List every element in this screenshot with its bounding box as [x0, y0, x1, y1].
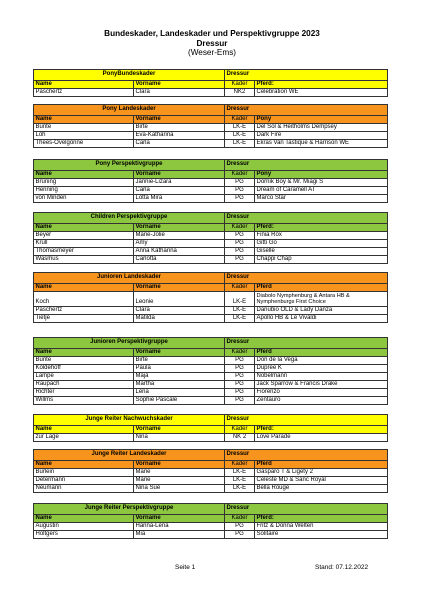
column-header-vorname: Vorname — [134, 223, 225, 231]
group-block — [33, 104, 387, 148]
cell-name: Thomasmeyer — [34, 247, 134, 255]
cell-pferd: Celeste MD & Sanc Royal — [255, 476, 388, 484]
table-row — [34, 178, 388, 186]
cell-name: Brüning — [34, 178, 134, 186]
table-row — [34, 396, 388, 404]
cell-vorname: Amy — [134, 239, 225, 247]
column-header-name: Name — [34, 283, 134, 291]
cell-kader: LK-E — [225, 123, 255, 131]
cell-vorname: Eva-Katharina — [134, 131, 225, 139]
cell-vorname: Carla — [134, 186, 225, 194]
column-header-name: Name — [34, 170, 134, 178]
cell-name: Bunte — [34, 123, 134, 131]
table-row — [34, 364, 388, 372]
cell-vorname: Anna Katharina — [134, 247, 225, 255]
cell-vorname: Lena — [134, 388, 225, 396]
group-title: Junge Reiter Landeskader — [34, 450, 225, 461]
cell-name: Raupach — [34, 380, 134, 388]
cell-pferd: Ekras Van Tastique & Harrison WE — [255, 139, 388, 147]
column-header-name: Name — [34, 514, 134, 522]
column-header-vorname: Vorname — [134, 80, 225, 88]
cell-vorname: Marie-Jolie — [134, 231, 225, 239]
group-title: Junioren Landeskader — [34, 273, 225, 284]
cell-pferd: Zentauro — [255, 396, 388, 404]
cell-pferd: Dupree K — [255, 364, 388, 372]
stand-date: Stand: 07.12.2022 — [315, 564, 369, 571]
cell-pferd: Del Sol & Heitholms Dempsey — [255, 123, 388, 131]
cell-name: Holtgers — [34, 530, 134, 538]
cell-name: Beyer — [34, 231, 134, 239]
group-discipline: Dressur — [225, 415, 388, 426]
group-block — [33, 503, 387, 539]
column-header-kader: Kader — [225, 283, 255, 291]
cell-kader: PG — [225, 186, 255, 194]
column-header-vorname: Vorname — [134, 348, 225, 356]
cell-vorname: Marie — [134, 468, 225, 476]
cell-pferd: Jack Sparrow & Francis Drake — [255, 380, 388, 388]
column-header-kader: Kader — [225, 425, 255, 433]
cell-pferd: Don de la Vega — [255, 356, 388, 364]
group-block — [33, 212, 387, 264]
table-row — [34, 433, 388, 441]
group-block — [33, 414, 387, 442]
cell-pferd: Dream of Caramell AT — [255, 186, 388, 194]
table-row — [34, 231, 388, 239]
cell-kader: PG — [225, 372, 255, 380]
group-discipline: Dressur — [225, 273, 388, 284]
group-table — [33, 212, 388, 264]
group-discipline: Dressur — [225, 160, 388, 171]
cell-vorname: Sophie Pascale — [134, 396, 225, 404]
cell-kader: PG — [225, 178, 255, 186]
column-header-pferd: Pferd: — [255, 223, 388, 231]
cell-vorname: Clara — [134, 88, 225, 96]
cell-pferd: Marco Star — [255, 194, 388, 202]
group-title: PonyBundeskader — [34, 70, 225, 81]
table-row — [34, 88, 388, 96]
cell-vorname: Carla — [134, 139, 225, 147]
column-header-vorname: Vorname — [134, 170, 225, 178]
group-table — [33, 449, 388, 493]
group-discipline: Dressur — [225, 105, 388, 116]
cell-pferd: Fiorenzo — [255, 388, 388, 396]
table-row — [34, 131, 388, 139]
cell-vorname: Mia — [134, 530, 225, 538]
cell-vorname: Marie — [134, 476, 225, 484]
group-discipline: Dressur — [225, 70, 388, 81]
cell-vorname: Leonie — [134, 291, 225, 306]
cell-name: Wasmus — [34, 255, 134, 263]
cell-pferd: Bella Rouge — [255, 484, 388, 492]
table-row — [34, 522, 388, 530]
cell-vorname: Lotta Mira — [134, 194, 225, 202]
group-table — [33, 414, 388, 442]
cell-kader: PG — [225, 239, 255, 247]
table-row — [34, 291, 388, 306]
column-header-kader: Kader — [225, 514, 255, 522]
cell-name: Lampe — [34, 372, 134, 380]
group-block — [33, 69, 387, 97]
cell-name: Richter — [34, 388, 134, 396]
column-header-vorname: Vorname — [134, 115, 225, 123]
column-header-name: Name — [34, 115, 134, 123]
cell-vorname: Carlotta — [134, 255, 225, 263]
cell-kader: NK2 — [225, 88, 255, 96]
cell-vorname: Nina — [134, 433, 225, 441]
column-header-pferd: Pferd: — [255, 514, 388, 522]
cell-kader: PG — [225, 356, 255, 364]
cell-kader: PG — [225, 522, 255, 530]
group-block — [33, 337, 387, 405]
cell-vorname: Matilda — [134, 314, 225, 322]
cell-pferd: Celebration WE — [255, 88, 388, 96]
cell-kader: PG — [225, 364, 255, 372]
column-header-kader: Kader — [225, 460, 255, 468]
group-table — [33, 503, 388, 539]
table-row — [34, 247, 388, 255]
column-header-kader: Kader — [225, 223, 255, 231]
column-header-pferd: Pferd — [255, 460, 388, 468]
cell-vorname: Paula — [134, 364, 225, 372]
table-row — [34, 194, 388, 202]
group-title: Pony Landeskader — [34, 105, 225, 116]
table-row — [34, 123, 388, 131]
group-block — [33, 449, 387, 493]
group-discipline: Dressur — [225, 338, 388, 349]
group-discipline: Dressur — [225, 450, 388, 461]
cell-pferd: Apollo HB & Le Vivaldi — [255, 314, 388, 322]
cell-pferd: Giselle — [255, 247, 388, 255]
cell-kader: PG — [225, 255, 255, 263]
group-discipline: Dressur — [225, 504, 388, 515]
cell-pferd: Dark Fire — [255, 131, 388, 139]
cell-name: von Minden — [34, 194, 134, 202]
cell-vorname: Hanna-Lena — [134, 522, 225, 530]
cell-name: Burlein — [34, 468, 134, 476]
document-title: Bundeskader, Landeskader und Perspektivgruppe 2023 — [104, 29, 320, 38]
group-table — [33, 69, 388, 97]
cell-kader: LK-E — [225, 484, 255, 492]
cell-kader: PG — [225, 247, 255, 255]
cell-name: zur Lage — [34, 433, 134, 441]
table-row — [34, 388, 388, 396]
group-title: Pony Perspektivgruppe — [34, 160, 225, 171]
cell-name: Bunte — [34, 356, 134, 364]
column-header-vorname: Vorname — [134, 514, 225, 522]
cell-kader: LK-E — [225, 131, 255, 139]
column-header-name: Name — [34, 223, 134, 231]
cell-name: Koch — [34, 291, 134, 306]
document-discipline: Dressur — [196, 39, 228, 48]
cell-name: Augustin — [34, 522, 134, 530]
cell-kader: PG — [225, 194, 255, 202]
table-row — [34, 372, 388, 380]
cell-vorname: Martha — [134, 380, 225, 388]
table-row — [34, 306, 388, 314]
group-block — [33, 159, 387, 203]
column-header-kader: Kader — [225, 170, 255, 178]
cell-kader: LK-E — [225, 314, 255, 322]
column-header-name: Name — [34, 80, 134, 88]
column-header-name: Name — [34, 348, 134, 356]
cell-name: Koldehoff — [34, 364, 134, 372]
table-row — [34, 314, 388, 322]
cell-pferd: Gitti Go — [255, 239, 388, 247]
group-title: Junge Reiter Perspektivgruppe — [34, 504, 225, 515]
table-row — [34, 139, 388, 147]
cell-kader: PG — [225, 231, 255, 239]
column-header-vorname: Vorname — [134, 460, 225, 468]
cell-vorname: Nina Sue — [134, 484, 225, 492]
column-header-vorname: Vorname — [134, 425, 225, 433]
cell-kader: LK-E — [225, 306, 255, 314]
cell-kader: NK 2 — [225, 433, 255, 441]
cell-vorname: Jannie-Lizara — [134, 178, 225, 186]
cell-kader: PG — [225, 396, 255, 404]
group-title: Junioren Perspektivgruppe — [34, 338, 225, 349]
group-table — [33, 159, 388, 203]
cell-pferd: Danubio OLD & Lady Danza — [255, 306, 388, 314]
column-header-name: Name — [34, 425, 134, 433]
cell-name: Löh — [34, 131, 134, 139]
cell-pferd: Diabolo Nymphenburg & Antara HB & Nymphenburgs First Choice — [255, 291, 388, 306]
cell-kader: PG — [225, 380, 255, 388]
cell-kader: PG — [225, 388, 255, 396]
column-header-pferd: Pferd: — [255, 80, 388, 88]
cell-vorname: Clara — [134, 306, 225, 314]
table-row — [34, 468, 388, 476]
cell-pferd: Finia Rox — [255, 231, 388, 239]
cell-kader: LK-E — [225, 476, 255, 484]
table-row — [34, 239, 388, 247]
column-header-pferd: Pferd: — [255, 425, 388, 433]
group-table — [33, 104, 388, 148]
column-header-pferd: Pony — [255, 115, 388, 123]
cell-kader: LK-E — [225, 139, 255, 147]
cell-kader: LK-E — [225, 291, 255, 306]
column-header-kader: Kader — [225, 80, 255, 88]
cell-kader: PG — [225, 530, 255, 538]
cell-name: Neumann — [34, 484, 134, 492]
cell-pferd: Gasparo T & Ligety 2 — [255, 468, 388, 476]
column-header-kader: Kader — [225, 115, 255, 123]
cell-name: Paschertz — [34, 306, 134, 314]
table-row — [34, 380, 388, 388]
cell-name: Krull — [34, 239, 134, 247]
table-row — [34, 530, 388, 538]
column-header-pferd: Pferd — [255, 348, 388, 356]
column-header-vorname: Vorname — [134, 283, 225, 291]
cell-name: Determann — [34, 476, 134, 484]
group-table — [33, 337, 388, 405]
table-row — [34, 476, 388, 484]
cell-pferd: Chappi Chap — [255, 255, 388, 263]
cell-kader: LK-E — [225, 468, 255, 476]
cell-vorname: Birte — [134, 123, 225, 131]
cell-pferd: Love Parade — [255, 433, 388, 441]
cell-name: Thees-Ovelgönne — [34, 139, 134, 147]
cell-vorname: Birte — [134, 356, 225, 364]
cell-pferd: Solitaire — [255, 530, 388, 538]
cell-name: Tietje — [34, 314, 134, 322]
group-title: Children Perspektivgruppe — [34, 213, 225, 224]
page-number: Seite 1 — [175, 564, 196, 571]
cell-pferd: Nobelmann — [255, 372, 388, 380]
cell-name: Paschertz — [34, 88, 134, 96]
group-block — [33, 272, 387, 323]
column-header-pferd: Pferd — [255, 283, 388, 291]
table-row — [34, 186, 388, 194]
table-row — [34, 255, 388, 263]
column-header-name: Name — [34, 460, 134, 468]
cell-pferd: Dornik Boy & Mr. Miagi S — [255, 178, 388, 186]
group-table — [33, 272, 388, 323]
cell-pferd: Fritz & Donna Welten — [255, 522, 388, 530]
table-row — [34, 484, 388, 492]
column-header-pferd: Pony — [255, 170, 388, 178]
cell-vorname: Maja — [134, 372, 225, 380]
cell-name: Henning — [34, 186, 134, 194]
column-header-kader: Kader — [225, 348, 255, 356]
group-discipline: Dressur — [225, 213, 388, 224]
table-row — [34, 356, 388, 364]
cell-name: Willms — [34, 396, 134, 404]
document-region: (Weser-Ems) — [187, 48, 237, 57]
group-title: Junge Reiter Nachwuchskader — [34, 415, 225, 426]
